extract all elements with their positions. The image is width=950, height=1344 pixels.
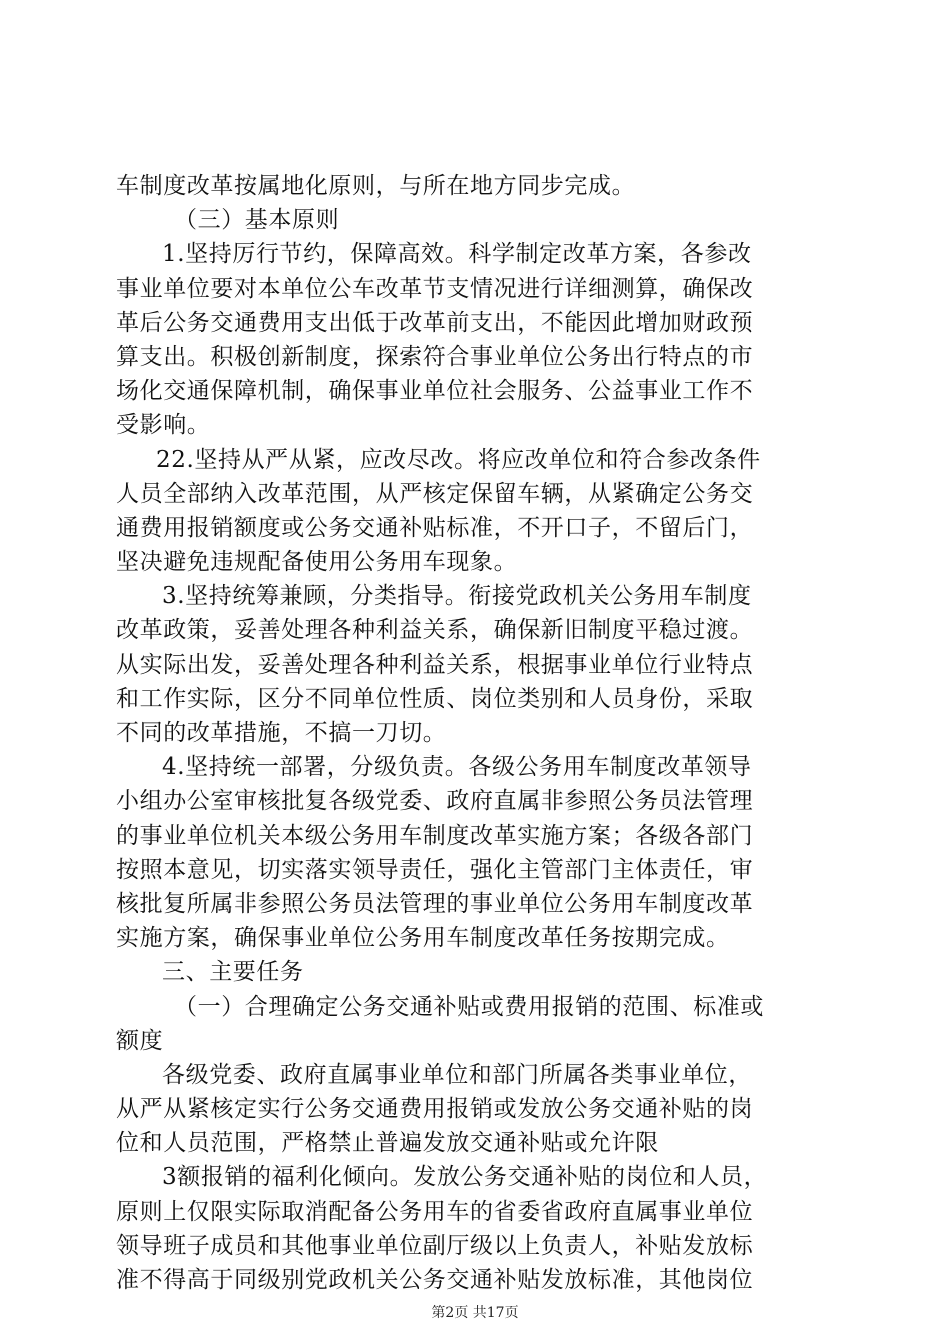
- text-line: 受影响。: [116, 412, 211, 439]
- text-line: 按照本意见，切实落实领导责任，强化主管部门主体责任，审: [116, 856, 754, 883]
- text-line: 通费用报销额度或公务交通补贴标准，不开口子，不留后门，: [116, 514, 754, 541]
- text-line: 从实际出发，妥善处理各种利益关系，根据事业单位行业特点: [116, 651, 754, 678]
- text-line: 革后公务交通费用支出低于改革前支出，不能因此增加财政预: [116, 309, 754, 336]
- text-line: 3额报销的福利化倾向。发放公务交通补贴的岗位和人员，: [162, 1164, 768, 1191]
- document-body: [116, 169, 836, 1297]
- section-heading: （三）基本原则: [174, 207, 340, 234]
- text-line: 改革政策，妥善处理各种利益关系，确保新旧制度平稳过渡。: [116, 617, 754, 644]
- text-line: 从严从紧核定实行公务交通费用报销或发放公务交通补贴的岗: [116, 1096, 754, 1123]
- text-line: 坚决避免违规配备使用公务用车现象。: [116, 549, 518, 576]
- text-line: 领导班子成员和其他事业单位副厅级以上负责人，补贴发放标: [116, 1232, 754, 1259]
- text-line: 准不得高于同级别党政机关公务交通补贴发放标准，其他岗位: [116, 1267, 754, 1293]
- section-heading: 三、主要任务: [162, 959, 304, 986]
- text-line: 算支出。积极创新制度，探索符合事业单位公务出行特点的市: [116, 343, 754, 370]
- text-line: 核批复所属非参照公务员法管理的事业单位公务用车制度改革: [116, 890, 754, 917]
- text-line: 4.坚持统一部署，分级负责。各级公务用车制度改革领导: [162, 754, 752, 781]
- text-line: 场化交通保障机制，确保事业单位社会服务、公益事业工作不: [116, 378, 754, 405]
- text-line: 不同的改革措施，不搞一刀切。: [116, 720, 447, 746]
- page-footer: 第2页 共17页: [431, 1305, 519, 1321]
- text-line: 各级党委、政府直属事业单位和部门所属各类事业单位，: [162, 1061, 752, 1088]
- text-line: 事业单位要对本单位公车改革节支情况进行详细测算，确保改: [116, 275, 754, 302]
- text-line: 实施方案，确保事业单位公务用车制度改革任务按期完成。: [116, 925, 730, 952]
- text-line: 和工作实际，区分不同单位性质、岗位类别和人员身份，采取: [116, 685, 754, 712]
- text-line: 3.坚持统筹兼顾，分类指导。衔接党政机关公务用车制度: [162, 583, 752, 610]
- subsection-heading: 额度: [116, 1027, 164, 1054]
- text-line: 22.坚持从严从紧，应改尽改。将应改单位和符合参改条件: [156, 446, 761, 473]
- text-line: 小组办公室审核批复各级党委、政府直属非参照公务员法管理: [116, 788, 754, 815]
- text-line: 车制度改革按属地化原则，与所在地方同步完成。: [116, 173, 636, 199]
- text-line: 1.坚持厉行节约，保障高效。科学制定改革方案，各参改: [162, 241, 752, 268]
- text-line: 人员全部纳入改革范围，从严核定保留车辆，从紧确定公务交: [116, 480, 754, 507]
- text-line: 原则上仅限实际取消配备公务用车的省委省政府直属事业单位: [116, 1198, 754, 1225]
- text-line: 的事业单位机关本级公务用车制度改革实施方案；各级各部门: [116, 822, 754, 849]
- text-line: 位和人员范围，严格禁止普遍发放交通补贴或允许限: [116, 1130, 659, 1157]
- subsection-heading: （一）合理确定公务交通补贴或费用报销的范围、标准或: [174, 993, 764, 1020]
